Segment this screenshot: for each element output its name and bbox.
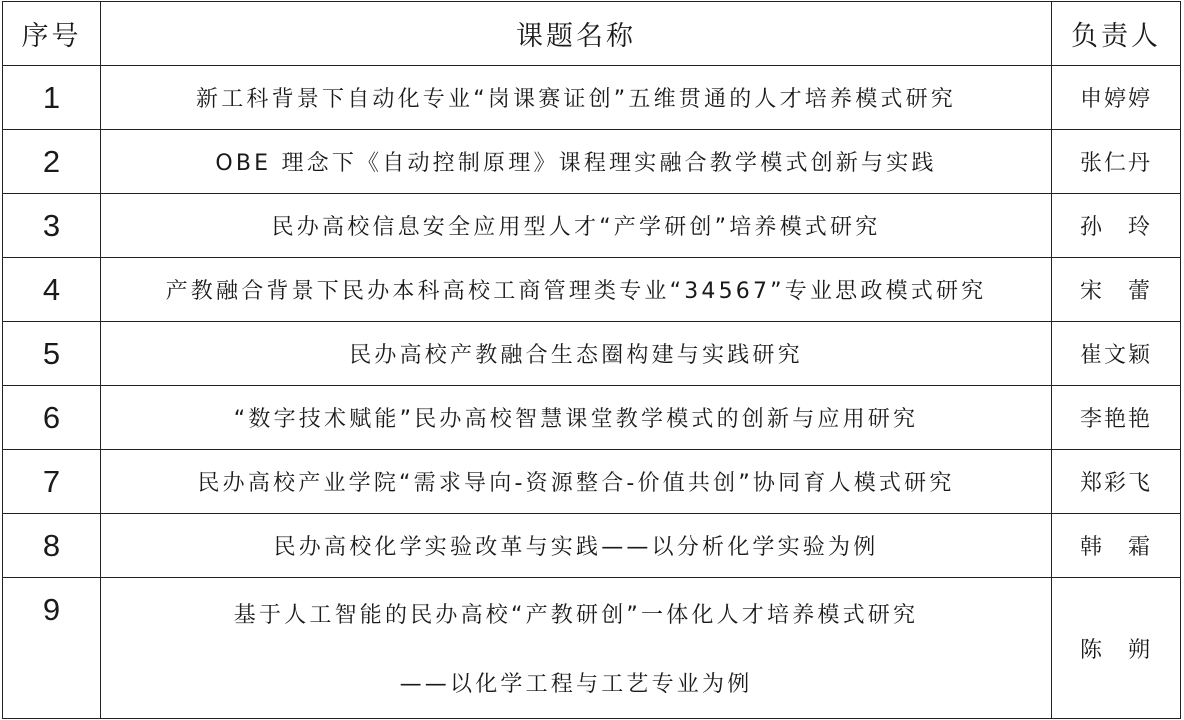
row-title: 新工科背景下自动化专业“岗课赛证创”五维贯通的人才培养模式研究 [101,66,1052,130]
row-title: OBE 理念下《自动控制原理》课程理实融合教学模式创新与实践 [101,130,1052,194]
row-owner: 李艳艳 [1052,386,1181,450]
row-owner: 宋 蕾 [1052,258,1181,322]
row-owner: 陈 朔 [1052,578,1181,719]
row-title: 民办高校产业学院“需求导向-资源整合-价值共创”协同育人模式研究 [101,450,1052,514]
row-index: 9 [3,578,101,719]
header-owner: 负责人 [1052,2,1181,66]
row-owner: 张仁丹 [1052,130,1181,194]
row-title-subline: ——以化学工程与工艺专业为例 [399,672,753,697]
table-row [3,194,1181,258]
row-index: 1 [3,66,101,130]
project-table [2,1,1181,719]
row-owner: 韩 霜 [1052,514,1181,578]
row-index: 7 [3,450,101,514]
table-row [3,130,1181,194]
table-row [3,66,1181,130]
row-title [101,578,1052,719]
table-row [3,578,1181,719]
project-table-container [2,1,1180,717]
row-index: 3 [3,194,101,258]
row-owner: 崔文颖 [1052,322,1181,386]
row-owner: 郑彩飞 [1052,450,1181,514]
row-title: 民办高校信息安全应用型人才“产学研创”培养模式研究 [101,194,1052,258]
table-row [3,386,1181,450]
row-title: “数字技术赋能”民办高校智慧课堂教学模式的创新与应用研究 [101,386,1052,450]
header-title: 课题名称 [101,2,1052,66]
table-row [3,514,1181,578]
row-index: 6 [3,386,101,450]
row-owner: 孙 玲 [1052,194,1181,258]
header-index: 序号 [3,2,101,66]
row-title-line: 基于人工智能的民办高校“产教研创”一体化人才培养模式研究 [233,603,919,628]
table-header-row [3,2,1181,66]
row-title: 产教融合背景下民办本科高校工商管理类专业“34567”专业思政模式研究 [101,258,1052,322]
row-index: 4 [3,258,101,322]
row-index: 5 [3,322,101,386]
row-owner: 申婷婷 [1052,66,1181,130]
row-title: 民办高校产教融合生态圈构建与实践研究 [101,322,1052,386]
row-index: 2 [3,130,101,194]
table-row [3,322,1181,386]
row-index: 8 [3,514,101,578]
row-title: 民办高校化学实验改革与实践——以分析化学实验为例 [101,514,1052,578]
table-row [3,258,1181,322]
table-row [3,450,1181,514]
